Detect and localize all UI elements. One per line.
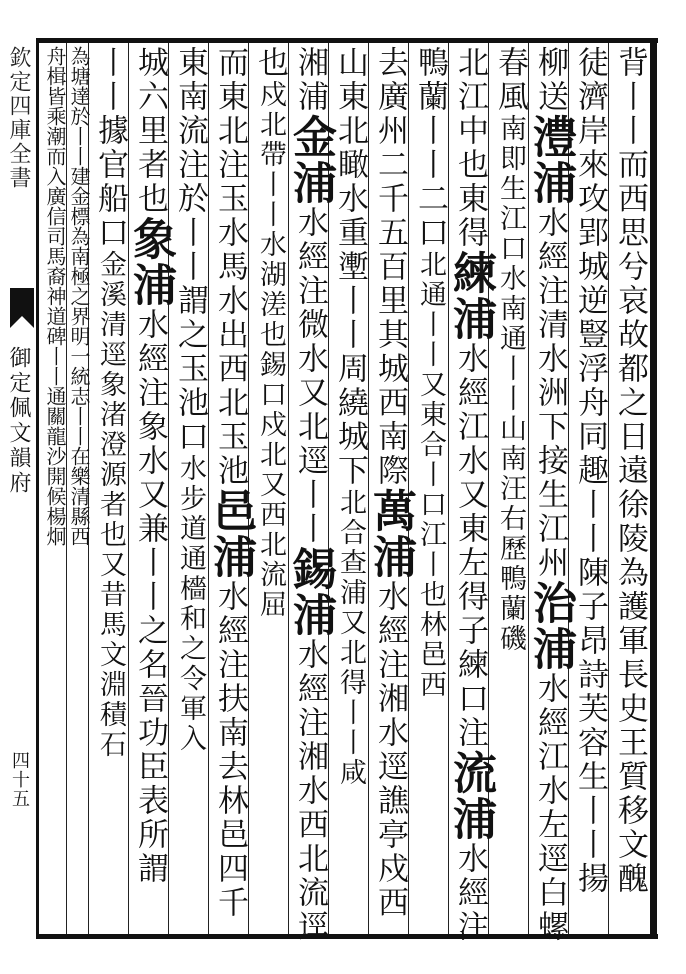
annotation-text: 水步道通檣和之令軍入 (175, 454, 206, 754)
entry-heading: 練浦 (445, 250, 496, 342)
text-column-11 (205, 46, 256, 930)
margin-page-number: 四十五 (9, 751, 30, 808)
column-text: 城六里者也 (132, 46, 168, 216)
frame-top-border (36, 38, 658, 43)
text-column-6 (410, 46, 450, 930)
column-text: 水經注 (452, 842, 488, 944)
column-text: 徒濟岸來攻郢城逆豎浮舟同趣丨丨陳子昂詩芙容生丨丨揚 (572, 46, 608, 896)
column-text: 水經江水又東左得子練口注 (452, 342, 488, 750)
entry-heading: 澧浦 (525, 114, 576, 206)
text-column-3 (525, 46, 576, 944)
text-column-2 (570, 46, 610, 930)
text-column-4 (490, 46, 530, 930)
column-text: 水經注湘水逕譙亭戍西 (372, 580, 408, 920)
column-text: 舟楫皆乘潮而入廣信司馬裔神道碑丨丨通關龍沙開候楊炯 (43, 46, 67, 546)
frame-left-border (36, 38, 39, 939)
annotation-text: 金溪清逕象渚澄源者也又昔馬文淵積石 (95, 250, 126, 760)
text-column-15 (68, 46, 90, 930)
annotation-text: 山南汪右歷鴨蘭磯 (495, 414, 526, 654)
entry-heading: 象浦 (125, 216, 176, 308)
fishtail-mark-icon (10, 288, 34, 328)
page-margin (4, 46, 34, 930)
column-text: 北江中也東得 (452, 46, 488, 250)
column-text: 春風 (492, 46, 528, 114)
text-column-13 (125, 46, 176, 930)
annotation-text: 錫口戍北又西北流屈 (255, 350, 286, 620)
text-column-14 (90, 46, 130, 930)
text-column-12 (170, 46, 210, 930)
entry-heading: 治浦 (525, 580, 576, 672)
annotation-text: 林邑西 (415, 610, 446, 700)
column-text: 山東北瞰水重壍丨丨周繞城下 (332, 46, 368, 488)
entry-heading: 萬浦 (365, 488, 416, 580)
margin-collection-title: 欽定四庫全書 (6, 46, 31, 190)
text-column-1 (610, 46, 650, 930)
annotation-text: 北合查浦又北得丨丨咸 (335, 488, 366, 788)
entry-heading: 錫浦 (285, 546, 336, 638)
margin-book-title: 御定佩文韻府 (6, 346, 31, 496)
text-column-8 (330, 46, 370, 930)
column-text: 水經注清水洲下接生江州 (532, 206, 568, 580)
column-text: 水經江水左逕白螺 (532, 672, 568, 944)
column-text: 水經注微水又北逕丨丨 (292, 206, 328, 546)
column-text: 也 (252, 46, 288, 80)
annotation-text: 南即生江口水南通丨丨 (495, 114, 526, 414)
entry-heading: 金浦 (285, 114, 336, 206)
frame-right-border (650, 38, 657, 939)
column-text: 水經注象水又兼丨丨之名晉功臣表所謂 (132, 308, 168, 886)
column-text: 而東北注玉水馬水出西北玉池 (212, 46, 248, 488)
column-text: 丨丨據官船口 (92, 46, 128, 250)
text-column-5 (445, 46, 496, 944)
text-column-10 (250, 46, 290, 930)
text-column-7 (365, 46, 416, 930)
column-text: 水經注扶南去林邑四千 (212, 580, 248, 920)
column-text: 去廣州二千五百里其城西南際 (372, 46, 408, 488)
column-text: 背丨丨而西思兮哀故都之日遠徐陵為護軍長史王質移文醜 (612, 46, 648, 896)
annotation-text: 北通丨丨又東合丨口江丨也 (415, 250, 446, 610)
column-text: 東南流注於丨丨謂之玉池口 (172, 46, 208, 454)
column-text: 柳送 (532, 46, 568, 114)
entry-heading: 邑浦 (205, 488, 256, 580)
column-text: 湘浦 (292, 46, 328, 114)
text-column-9 (285, 46, 336, 944)
annotation-text: 戍北帶丨丨水湖溠也 (255, 80, 286, 350)
text-column-16 (44, 46, 66, 930)
column-text: 為塘達於丨丨建金標為南極之界明一統志丨丨在樂清縣西 (67, 46, 91, 546)
column-text: 水經注湘水西北流逕 (292, 638, 328, 944)
entry-heading: 流浦 (445, 750, 496, 842)
column-text: 鴨蘭丨丨二口 (412, 46, 448, 250)
